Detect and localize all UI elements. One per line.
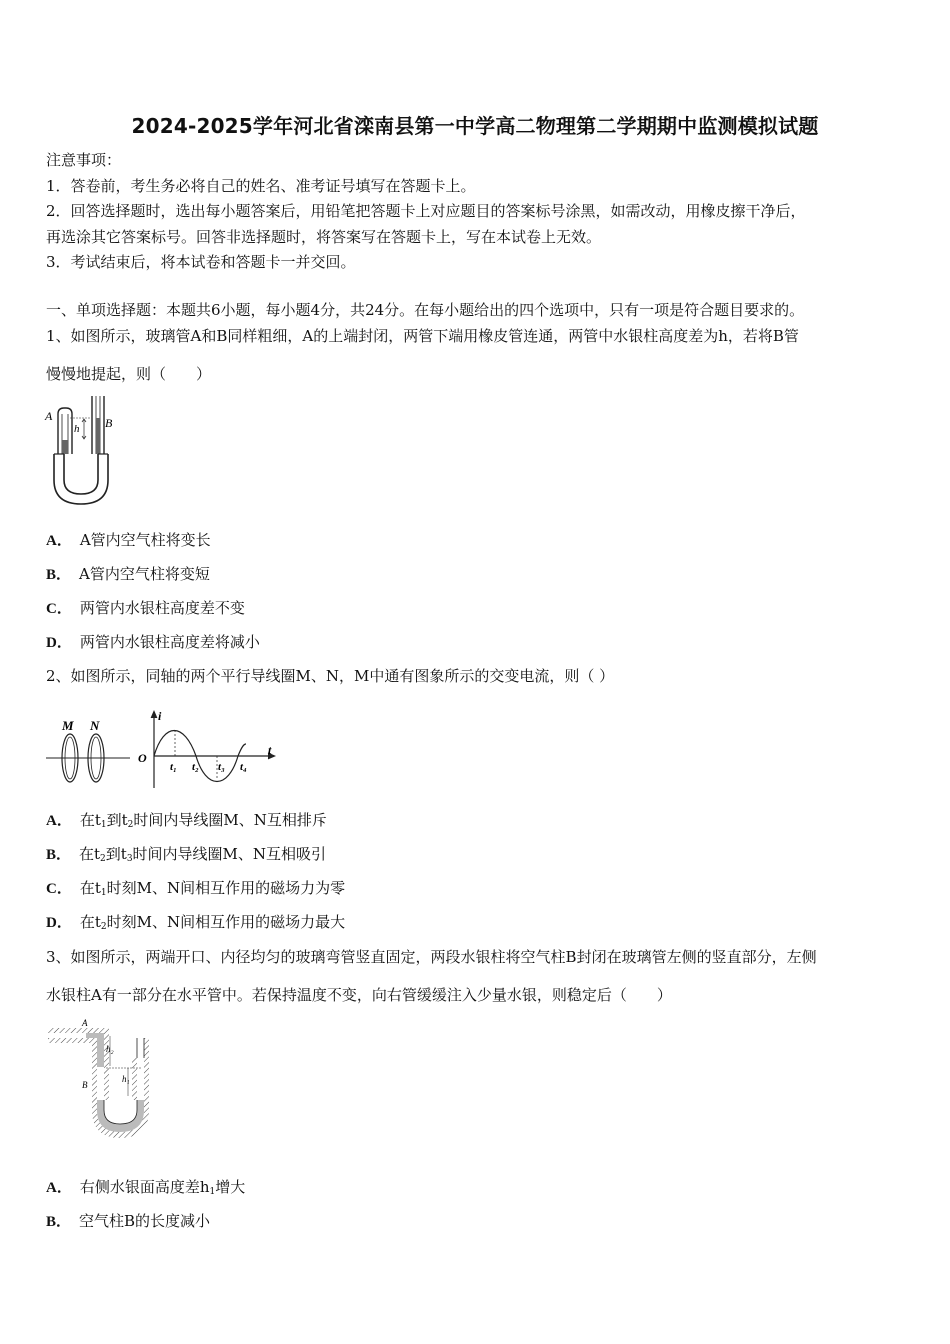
q1-stem: 1、如图所示，玻璃管A和B同样粗细，A的上端封闭，两管下端用橡皮管连通，两管中水银柱高度差为h，若将B管	[46, 327, 799, 345]
notice-item: 2．回答选择题时，选出每小题答案后，用铅笔把答题卡上对应题目的答案标号涂黑，如需改动，用橡皮擦干净后，	[46, 202, 806, 220]
q2-option-a[interactable]: A． 在$t_1$到$t_2$时间内导线圈M、N互相排斥	[46, 811, 327, 830]
q1-option-c[interactable]: C． 两管内水银柱高度差不变	[46, 599, 245, 617]
q2-coils-figure	[44, 708, 136, 788]
section-heading: 一、单项选择题：本题共6小题，每小题4分，共24分。在每小题给出的四个选项中，只有一项是符合题目要求的。	[46, 301, 805, 319]
q2-tick-t2: t₂	[192, 761, 199, 773]
q2-origin: O	[138, 751, 147, 765]
q3-label-h1: h₁	[122, 1074, 130, 1084]
q3-bent-tube-figure	[46, 1018, 158, 1142]
q2-option-b[interactable]: B． 在$t_2$到$t_3$时间内导线圈M、N互相吸引	[46, 845, 327, 864]
q3-label-b: B	[82, 1080, 88, 1090]
q1-option-b[interactable]: B． A管内空气柱将变短	[46, 565, 210, 583]
q3-label-a: A	[82, 1018, 88, 1028]
q2-axis-t: t	[268, 743, 272, 757]
notice-item: 1．答卷前，考生务必将自己的姓名、准考证号填写在答题卡上。	[46, 177, 476, 195]
q2-tick-t1: t₁	[170, 761, 177, 773]
notice-item: 3．考试结束后，将本试卷和答题卡一并交回。	[46, 253, 356, 271]
q2-label-n: N	[90, 718, 100, 733]
q1-label-b: B	[105, 416, 113, 430]
notice-item: 再选涂其它答案标号。回答非选择题时，将答案写在答题卡上，写在本试卷上无效。	[46, 228, 602, 246]
q2-tick-t4: t₄	[240, 761, 247, 773]
page-title: 2024-2025学年河北省滦南县第一中学高二物理第二学期期中监测模拟试题	[131, 114, 819, 138]
q1-u-tube-figure	[42, 392, 122, 510]
q2-label-m: M	[62, 718, 74, 733]
q2-axis-i: i	[158, 709, 162, 723]
q1-label-h: h	[74, 423, 80, 435]
q1-option-d[interactable]: D． 两管内水银柱高度差将减小	[46, 633, 260, 651]
q3-stem: 3、如图所示，两端开口、内径均匀的玻璃弯管竖直固定，两段水银柱将空气柱B封闭在玻璃管左侧的竖直部分，左侧	[46, 948, 817, 966]
q1-stem-cont: 慢慢地提起，则（ ）	[46, 365, 212, 383]
notice-heading: 注意事项：	[46, 151, 122, 169]
q3-label-h2: h₂	[106, 1044, 114, 1054]
q2-stem: 2、如图所示，同轴的两个平行导线圈M、N，M中通有图象所示的交变电流，则（ ）	[46, 667, 615, 685]
q2-option-c[interactable]: C． 在$t_1$时刻M、N间相互作用的磁场力为零	[46, 879, 346, 898]
q2-option-d[interactable]: D． 在$t_2$时刻M、N间相互作用的磁场力最大	[46, 913, 346, 932]
q3-option-a[interactable]: A． 右侧水银面高度差$h_1$增大	[46, 1178, 246, 1197]
q1-label-a: A	[45, 409, 53, 423]
q3-stem-cont: 水银柱A有一部分在水平管中。若保持温度不变，向右管缓缓注入少量水银，则稳定后（ ）	[46, 986, 672, 1004]
q2-tick-t3: t₃	[218, 761, 225, 773]
q1-option-a[interactable]: A． A管内空气柱将变长	[46, 531, 211, 549]
q2-current-graph	[134, 708, 280, 790]
q3-option-b[interactable]: B． 空气柱B的长度减小	[46, 1212, 211, 1230]
